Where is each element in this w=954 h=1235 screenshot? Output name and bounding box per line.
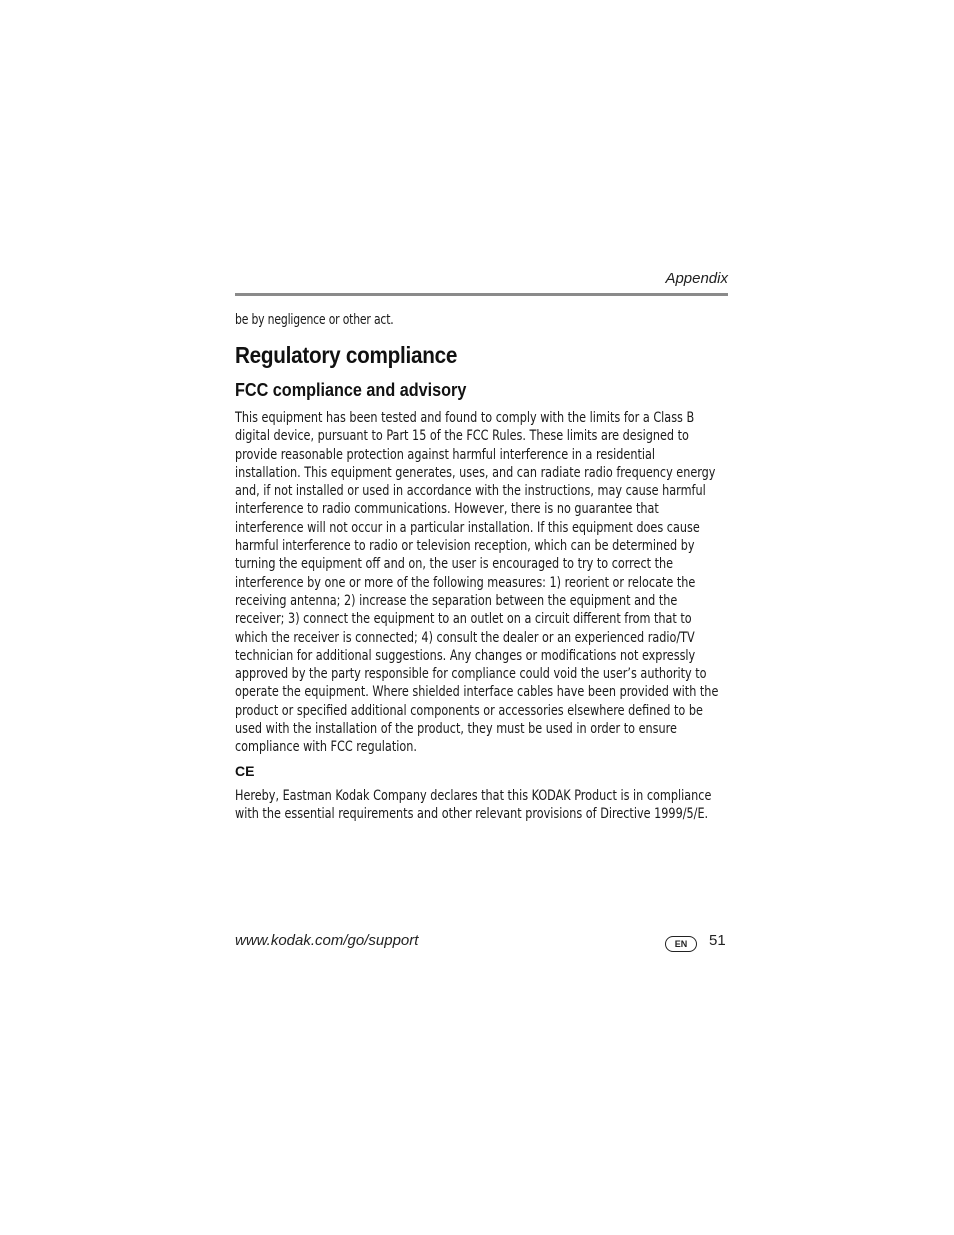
fcc-line: interference to radio communications. However, there is no guarantee that [235,501,659,518]
fcc-line: product or specified additional components or accessories elsewhere defined to be [235,702,703,719]
ce-heading: CE [235,763,255,779]
fcc-line: installation. This equipment generates, uses, and can radiate radio frequency energy [235,464,716,481]
fcc-line: receiver; 3) connect the equipment to an outlet on a circuit different from that to [235,611,692,628]
fcc-line: technician for additional suggestions. Any changes or modifications not expressly [235,647,696,664]
fcc-line: provide reasonable protection against harmful interference in a residential [235,446,656,463]
header-rule [235,293,728,296]
section-title: Regulatory compliance [235,342,458,368]
ce-paragraph [235,787,728,824]
fcc-line: approved by the party responsible for compliance could void the user’s authority to [235,666,707,683]
ce-line: with the essential requirements and other relevant provisions of Directive 1999/5/E. [235,806,709,823]
fcc-line: turning the equipment off and on, the user is encouraged to try to correct the [235,556,674,573]
carryover-text: be by negligence or other act. [235,312,394,328]
fcc-heading: FCC compliance and advisory [235,380,467,400]
ce-line: Hereby, Eastman Kodak Company declares that this KODAK Product is in compliance [235,788,712,804]
running-head: Appendix [665,270,728,287]
fcc-line: compliance with FCC regulation. [235,739,417,756]
language-badge: EN [665,936,697,952]
document-page [235,0,728,1235]
fcc-line: interference will not occur in a particular installation. If this equipment does cause [235,519,700,536]
fcc-line: harmful interference to radio or television reception, which can be determined by [235,538,695,555]
fcc-line: and, if not installed or used in accordance with the instructions, may cause harmful [235,483,706,500]
fcc-line: digital device, pursuant to Part 15 of the FCC Rules. These limits are designed to [235,428,689,445]
fcc-line: which the receiver is connected; 4) consult the dealer or an experienced radio/TV [235,629,695,646]
fcc-paragraph [235,409,728,757]
page-number: 51 [709,932,726,949]
support-url: www.kodak.com/go/support [235,932,419,949]
fcc-line: receiving antenna; 2) increase the separation between the equipment and the [235,592,678,609]
fcc-line: This equipment has been tested and found to comply with the limits for a Class B [235,410,695,426]
fcc-line: operate the equipment. Where shielded interface cables have been provided with the [235,684,719,701]
fcc-line: used with the installation of the product, they must be used in order to ensure [235,721,677,738]
fcc-line: interference by one or more of the following measures: 1) reorient or relocate the [235,574,696,591]
